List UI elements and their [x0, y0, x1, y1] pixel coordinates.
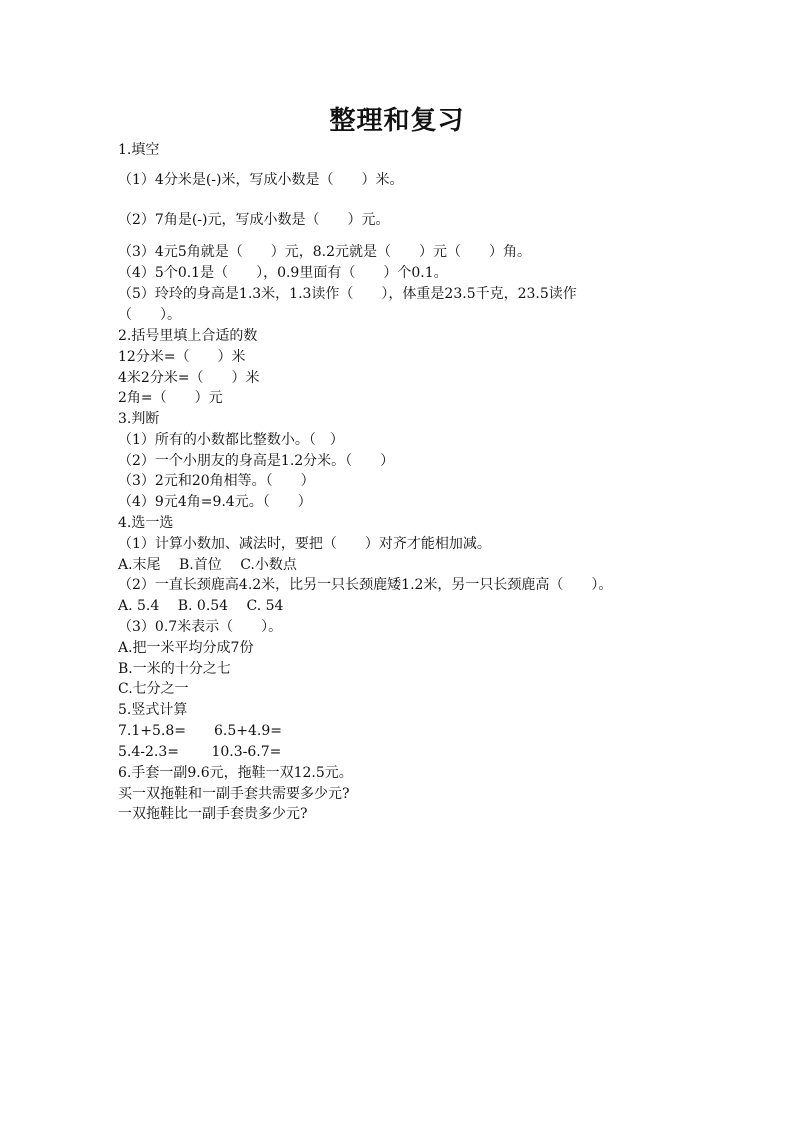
- section-heading-vertical-calc: 5.竖式计算: [118, 702, 188, 718]
- question-line: （3）0.7米表示（ ）。: [118, 619, 283, 635]
- section-heading-fill-blank: 1.填空: [118, 142, 160, 158]
- question-line: 一双拖鞋比一副手套贵多少元?: [118, 806, 308, 822]
- question-line: 4米2分米=（ ）米: [118, 370, 260, 386]
- question-line: 12分米=（ ）米: [118, 349, 246, 365]
- section-heading-word-problem: 6.手套一副9.6元，拖鞋一双12.5元。: [118, 765, 353, 781]
- section-heading-judge: 3.判断: [118, 411, 160, 427]
- question-line: （ ）。: [118, 307, 181, 323]
- question-line: （1）计算小数加、减法时，要把（ ）对齐才能相加减。: [118, 536, 491, 552]
- question-line: 2角=（ ）元: [118, 390, 223, 406]
- section-heading-fill-numbers: 2.括号里填上合适的数: [118, 328, 258, 344]
- question-line: （1）所有的小数都比整数小。（ ）: [118, 432, 344, 448]
- question-line: （2）7角是(-)元，写成小数是（ ）元。: [118, 212, 390, 228]
- option-line: C.七分之一: [118, 681, 189, 697]
- option-line: A.把一米平均分成7份: [118, 640, 254, 656]
- section-heading-choose: 4.选一选: [118, 515, 174, 531]
- option-line: A. 5.4 B. 0.54 C. 54: [118, 598, 284, 614]
- question-line: （4）9元4角=9.4元。（ ）: [118, 494, 312, 510]
- question-line: 5.4-2.3= 10.3-6.7=: [118, 744, 282, 760]
- page-title: 整理和复习: [329, 106, 465, 136]
- question-line: （5）玲玲的身高是1.3米，1.3读作（ ），体重是23.5千克，23.5读作: [118, 286, 577, 302]
- question-line: （3）4元5角就是（ ）元，8.2元就是（ ）元（ ）角。: [118, 244, 531, 260]
- question-line: （4）5个0.1是（ ），0.9里面有（ ）个0.1。: [118, 265, 448, 281]
- question-line: （2）一个小朋友的身高是1.2分米。（ ）: [118, 453, 395, 469]
- question-line: （2）一直长颈鹿高4.2米，比另一只长颈鹿矮1.2米，另一只长颈鹿高（ ）。: [118, 577, 613, 593]
- question-line: （3）2元和20角相等。（ ）: [118, 473, 315, 489]
- question-line: 买一双拖鞋和一副手套共需要多少元?: [118, 786, 350, 802]
- question-line: （1）4分米是(-)米，写成小数是（ ）米。: [118, 172, 404, 188]
- option-line: B.一米的十分之七: [118, 661, 231, 677]
- question-line: 7.1+5.8= 6.5+4.9=: [118, 723, 282, 739]
- option-line: A.末尾 B.首位 C.小数点: [118, 557, 297, 573]
